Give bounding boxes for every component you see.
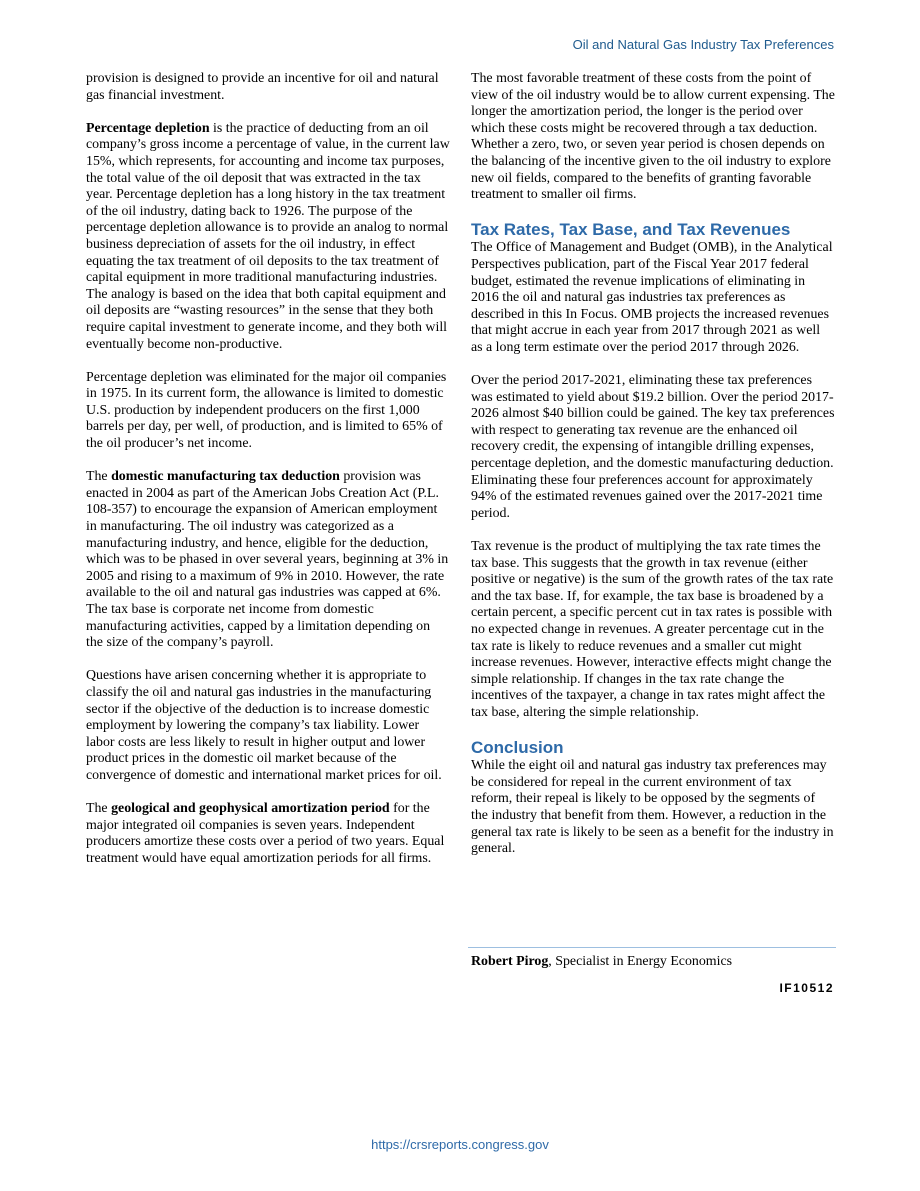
left-column (86, 71, 450, 884)
term-percentage-depletion: Percentage depletion (86, 120, 210, 136)
running-header-title: Oil and Natural Gas Industry Tax Preferences (572, 37, 834, 52)
term-domestic-manufacturing-tax-deduction: domestic manufacturing tax deduction (111, 469, 340, 485)
paragraph-domestic-manufacturing (86, 469, 450, 652)
author-title: , Specialist in Energy Economics (548, 954, 733, 969)
author-line (471, 953, 732, 970)
paragraph: While the eight oil and natural gas industry tax preferences may be considered for repeal in the current environment of tax reform, their repeal is likely to be opposed by the segments of the industry that benefit from them. However, a reduction in the general tax rate is likely to be seen as a benefit for the industry in general. (471, 758, 834, 857)
paragraph-percentage-depletion (86, 121, 450, 353)
footer-url-link[interactable]: https://crsreports.congress.gov (371, 1137, 549, 1152)
paragraph-lead: The (86, 469, 112, 485)
paragraph-text: provision was enacted in 2004 as part of the American Jobs Creation Act (P.L. 108-357) to encourage the expansion of American employment in manufacturing. The oil industry was categorized as a manufacturing industry, and hence, eligible for the deduction, which was to be phased in over several years, beginning at 3% in 2005 and rising to a maximum of 9% in 2010. However, the rate available to the oil and natural gas industries was capped at 6%. The tax base is corporate net income from domestic manufacturing activities, capped by a limitation depending on the size of the company’s payroll. (86, 469, 449, 651)
section-heading-conclusion: Conclusion (471, 738, 564, 758)
right-column (471, 71, 835, 874)
term-geological-geophysical-amortization: geological and geophysical amortization period (111, 801, 390, 817)
paragraph: The Office of Management and Budget (OMB), in the Analytical Perspectives publication, part of the Fiscal Year 2017 federal budget, estimated the revenue implications of eliminating in 2016 the oil and natural gas industries tax preferences as described in this In Focus. OMB projects the increased revenues that might accrue in each year from 2017 through 2021 as well as a long term estimate over the period 2017 through 2026. (471, 240, 833, 355)
paragraph: Over the period 2017-2021, eliminating these tax preferences was estimated to yield about $19.2 billion. Over the period 2017-2026 almost $40 billion could be gained. The key tax preferences with respect to generating tax revenue are the enhanced oil recovery credit, the expensing of intangible drilling expenses, percentage depletion, and the domestic manufacturing deduction. Eliminating these four preferences account for approximately 94% of the estimated revenues gained over the 2017-2021 time period. (471, 373, 835, 521)
author-name: Robert Pirog (471, 954, 549, 969)
paragraph: provision is designed to provide an incentive for oil and natural gas financial investment. (86, 71, 439, 103)
paragraph: The most favorable treatment of these costs from the point of view of the oil industry would be to allow current expensing. The longer the amortization period, the longer is the period over which these costs might be recovered through a tax deduction. Whether a zero, two, or seven year period is chosen depends on the balancing of the incentive given to the oil industry to explore new oil fields, compared to the benefits of granting favorable treatment to smaller oil firms. (471, 71, 835, 203)
paragraph-lead: The (86, 801, 112, 817)
author-divider (468, 947, 836, 948)
paragraph: Percentage depletion was eliminated for the major oil companies in 1975. In its current form, the allowance is limited to domestic U.S. production by independent producers on the first 1,000 barrels per day, per well, of production, and is limited to 65% of the oil producer’s net income. (86, 369, 447, 452)
document-id: IF10512 (779, 981, 834, 995)
section-heading-tax-rates: Tax Rates, Tax Base, and Tax Revenues (471, 220, 791, 240)
paragraph-geological-amortization (86, 801, 450, 867)
paragraph: Tax revenue is the product of multiplying the tax rate times the tax base. This suggests that the growth in tax revenue (either positive or negative) is the sum of the growth rates of the tax rate and the tax base. If, for example, the tax base is broadened by a certain percent, a specific percent cut in tax rates is possible with no expected change in revenues. A greater percentage cut in the tax rate is likely to reduce revenues and a smaller cut might increase revenues. However, interactive effects might change the simple relationship. If changes in the tax rate change the incentives of the taxpayer, a change in tax rates might affect the tax base, altering the simple relationship. (471, 539, 834, 720)
paragraph-text: for the major integrated oil companies is seven years. Independent producers amortize these costs over a period of two years. Equal treatment would have equal amortization periods for all firms. (86, 801, 445, 866)
paragraph: Questions have arisen concerning whether it is appropriate to classify the oil and natural gas industries in the manufacturing sector if the objective of the deduction is to increase domestic employment by lowering the company’s tax liability. Lower labor costs are less likely to result in higher output and lower product prices in the domestic oil market because of the convergence of domestic and international market prices for oil. (86, 668, 442, 783)
paragraph-text: is the practice of deducting from an oil company’s gross income a percentage of value, in the current law 15%, which represents, for accounting and income tax purposes, the total value of the oil deposit that was extracted in the tax year. Percentage depletion has a long history in the tax treatment of the oil industry, dating back to 1926. The purpose of the percentage depletion allowance is to provide an analog to normal business depreciation of assets for the oil industry, in effect equating the tax treatment of oil deposits to the tax treatment of capital equipment in more traditional manufacturing industries. The analogy is based on the idea that both capital equipment and oil deposits are “wasting resources” in the sense that they both require capital investment to generate income, and they both will eventually become non-productive. (86, 120, 450, 352)
